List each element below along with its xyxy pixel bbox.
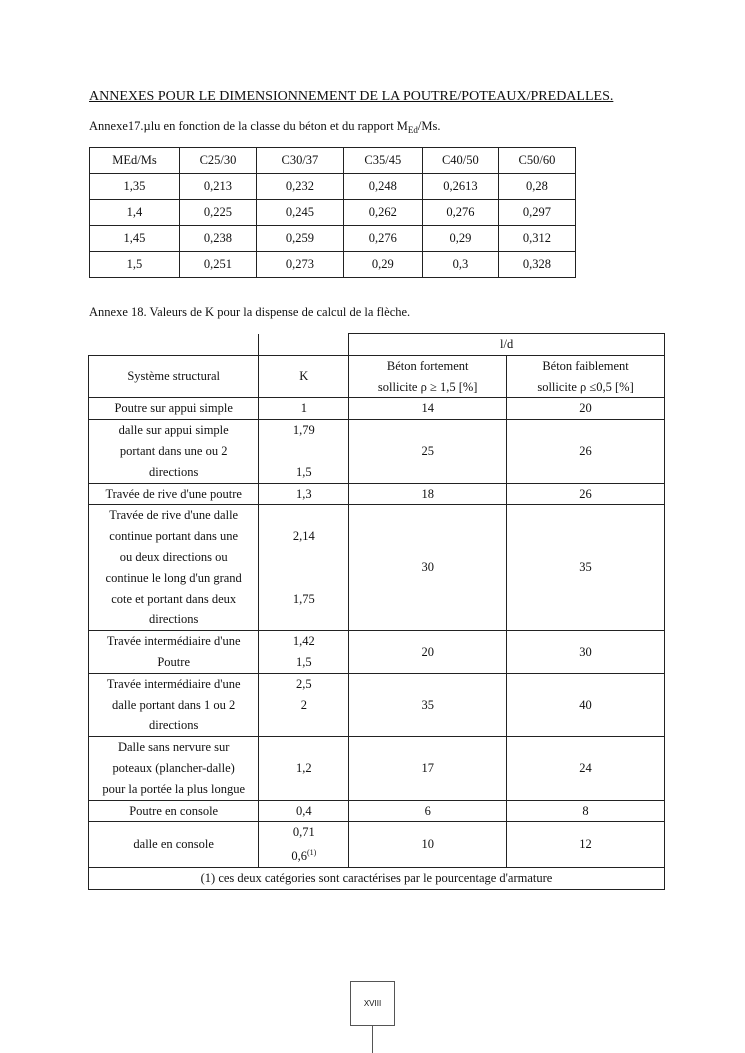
system-line: continue portant dans une xyxy=(109,529,239,544)
annex18-header-row xyxy=(89,355,665,398)
table-row xyxy=(89,420,665,483)
system-line: Poutre sur appui simple xyxy=(114,401,233,416)
table-row xyxy=(89,631,665,674)
system-line: Travée intermédiaire d'une xyxy=(106,634,241,649)
annex17-header-cell: C35/45 xyxy=(343,148,422,174)
weak-cell: 24 xyxy=(507,737,665,800)
table-cell: 1,35 xyxy=(90,174,180,200)
system-header: Système structural xyxy=(89,355,259,398)
annex17-header-row xyxy=(90,148,576,174)
system-cell xyxy=(89,737,259,800)
page-number: XVIII xyxy=(350,981,395,1026)
annex18-table xyxy=(88,333,665,890)
annex17-table xyxy=(89,147,576,278)
table-cell: 1,45 xyxy=(90,226,180,252)
weak-concrete-header xyxy=(507,355,665,398)
strong-cell: 20 xyxy=(349,631,507,674)
weak-cell: 8 xyxy=(507,800,665,822)
k-line: 1 xyxy=(300,401,307,416)
table-cell: 0,248 xyxy=(343,174,422,200)
table-row xyxy=(90,174,576,200)
system-line: directions xyxy=(149,718,199,733)
table-cell: 0,213 xyxy=(179,174,256,200)
table-row xyxy=(89,398,665,420)
k-line: 2,5 xyxy=(296,676,312,691)
ld-header: l/d xyxy=(349,334,665,356)
system-line: cote et portant dans deux xyxy=(111,591,237,606)
header-line: Béton faiblement xyxy=(542,358,629,373)
table-row xyxy=(89,483,665,505)
system-line: directions xyxy=(149,464,199,479)
annex17-header-cell: C30/37 xyxy=(257,148,344,174)
k-line: 1,2 xyxy=(296,760,312,775)
k-line: 1,42 xyxy=(292,634,315,649)
k-cell xyxy=(259,398,349,420)
table-row xyxy=(90,252,576,278)
system-cell xyxy=(89,800,259,822)
system-line: portant dans une ou 2 xyxy=(119,443,228,458)
annex17-caption-post: /Ms. xyxy=(417,119,441,133)
table-cell: 0,276 xyxy=(422,200,498,226)
table-row xyxy=(89,505,665,631)
annex17-caption xyxy=(89,119,441,134)
system-line: Dalle sans nervure sur xyxy=(117,740,230,755)
k-cell xyxy=(259,800,349,822)
k-cell xyxy=(259,505,349,631)
table-cell: 0,273 xyxy=(257,252,344,278)
table-cell: 0,232 xyxy=(257,174,344,200)
system-line: Travée de rive d'une dalle xyxy=(109,508,239,523)
k-line: 1,75 xyxy=(292,591,315,606)
table-row xyxy=(90,226,576,252)
k-cell xyxy=(259,737,349,800)
table-cell: 0,3 xyxy=(422,252,498,278)
k-line: 2,14 xyxy=(292,529,315,544)
k-cell xyxy=(259,483,349,505)
table-cell: 0,276 xyxy=(343,226,422,252)
k-line xyxy=(259,547,348,568)
strong-cell: 6 xyxy=(349,800,507,822)
table-cell: 1,4 xyxy=(90,200,180,226)
table-cell: 0,328 xyxy=(498,252,575,278)
table-row xyxy=(90,200,576,226)
k-cell xyxy=(259,420,349,483)
weak-cell: 35 xyxy=(507,505,665,631)
table-cell: 0,262 xyxy=(343,200,422,226)
weak-cell: 40 xyxy=(507,673,665,736)
annex17-header-cell: MEd/Ms xyxy=(90,148,180,174)
k-line xyxy=(259,843,348,867)
table-row xyxy=(89,800,665,822)
system-line: poteaux (plancher-dalle) xyxy=(112,760,235,775)
table-cell: 0,29 xyxy=(422,226,498,252)
strong-cell: 10 xyxy=(349,822,507,868)
strong-cell: 18 xyxy=(349,483,507,505)
annex17-caption-sub: Ed xyxy=(407,125,418,135)
system-cell xyxy=(89,822,259,868)
annex17-header-cell: C25/30 xyxy=(179,148,256,174)
weak-cell: 12 xyxy=(507,822,665,868)
header-line: Béton fortement xyxy=(386,358,469,373)
table-cell: 0,2613 xyxy=(422,174,498,200)
weak-cell: 26 xyxy=(507,483,665,505)
system-line: continue le long d'un grand xyxy=(105,570,242,585)
k-cell xyxy=(259,631,349,674)
k-cell xyxy=(259,673,349,736)
table-row xyxy=(89,737,665,800)
table-cell: 0,245 xyxy=(257,200,344,226)
strong-cell: 35 xyxy=(349,673,507,736)
system-line: dalle en console xyxy=(133,837,214,852)
system-line: directions xyxy=(149,612,199,627)
table-cell: 0,251 xyxy=(179,252,256,278)
table-row xyxy=(89,673,665,736)
page-heading: ANNEXES POUR LE DIMENSIONNEMENT DE LA POUTRE/POTEAUX/PREDALLES. xyxy=(89,89,614,104)
header-line: sollicite ρ ≥ 1,5 [%] xyxy=(377,379,478,394)
strong-cell: 17 xyxy=(349,737,507,800)
table-cell: 0,259 xyxy=(257,226,344,252)
system-line: ou deux directions ou xyxy=(119,549,228,564)
table-cell: 0,238 xyxy=(179,226,256,252)
k-line: 0,4 xyxy=(296,803,312,818)
k-line: 1,3 xyxy=(296,486,312,501)
k-line xyxy=(259,505,348,526)
system-line: Travée intermédiaire d'une xyxy=(106,676,241,691)
header-line: sollicite ρ ≤0,5 [%] xyxy=(537,379,634,394)
k-value: 0,6 xyxy=(291,849,307,864)
weak-cell: 30 xyxy=(507,631,665,674)
k-line xyxy=(259,568,348,589)
table-cell: 0,225 xyxy=(179,200,256,226)
k-footnote-mark: (1) xyxy=(306,848,317,858)
k-line: 0,71 xyxy=(292,825,315,840)
system-cell xyxy=(89,631,259,674)
table-cell: 0,28 xyxy=(498,174,575,200)
annex18-ld-row xyxy=(89,334,665,356)
strong-concrete-header xyxy=(349,355,507,398)
system-cell xyxy=(89,398,259,420)
strong-cell: 25 xyxy=(349,420,507,483)
k-line: 1,5 xyxy=(296,464,312,479)
system-line: Travée de rive d'une poutre xyxy=(105,486,242,501)
footnote-row xyxy=(89,868,665,890)
system-line: Poutre en console xyxy=(129,803,219,818)
annex18-caption: Annexe 18. Valeurs de K pour la dispense de calcul de la flèche. xyxy=(89,305,411,319)
system-line: dalle sur appui simple xyxy=(118,423,229,438)
strong-cell: 30 xyxy=(349,505,507,631)
k-line xyxy=(259,441,348,462)
table-row xyxy=(89,822,665,868)
table-cell: 0,29 xyxy=(343,252,422,278)
weak-cell: 20 xyxy=(507,398,665,420)
footnote: (1) ces deux catégories sont caractérises par le pourcentage d'armature xyxy=(89,868,665,890)
table-cell: 1,5 xyxy=(90,252,180,278)
system-cell xyxy=(89,483,259,505)
k-cell xyxy=(259,822,349,868)
k-header: K xyxy=(259,355,349,398)
weak-cell: 26 xyxy=(507,420,665,483)
annex17-header-cell: C40/50 xyxy=(422,148,498,174)
page-number-line xyxy=(372,1025,373,1053)
system-line: Poutre xyxy=(157,654,190,669)
strong-cell: 14 xyxy=(349,398,507,420)
annex17-caption-pre: Annexe17.µlu en fonction de la classe du béton et du rapport M xyxy=(89,119,408,133)
system-line: pour la portée la plus longue xyxy=(102,781,246,796)
system-line: dalle portant dans 1 ou 2 xyxy=(112,697,236,712)
k-line: 2 xyxy=(300,697,307,712)
table-cell: 0,312 xyxy=(498,226,575,252)
k-line: 1,5 xyxy=(296,654,312,669)
system-cell xyxy=(89,420,259,483)
table-cell: 0,297 xyxy=(498,200,575,226)
k-line: 1,79 xyxy=(292,423,315,438)
system-cell xyxy=(89,505,259,631)
system-cell xyxy=(89,673,259,736)
annex17-header-cell: C50/60 xyxy=(498,148,575,174)
